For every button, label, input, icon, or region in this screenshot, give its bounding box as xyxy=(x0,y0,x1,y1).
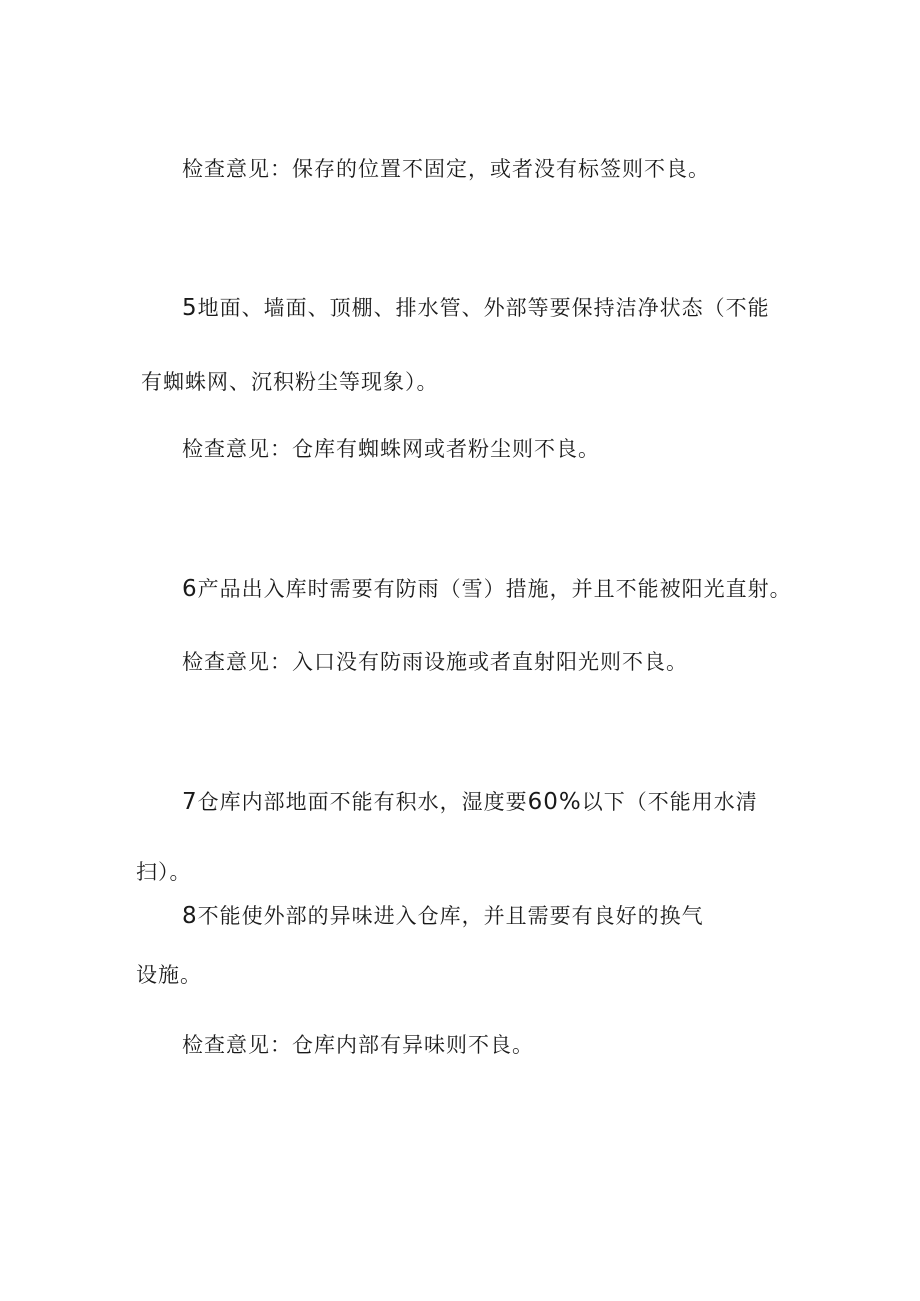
item-8-number: 8 xyxy=(182,903,198,929)
item-6-number: 6 xyxy=(182,576,198,602)
item-7-humidity-value: 60% xyxy=(527,789,582,815)
item-7-line-1 xyxy=(182,788,758,816)
check-opinion-storage: 检查意见：保存的位置不固定，或者没有标签则不良。 xyxy=(182,157,710,181)
item-8-line-2: 设施。 xyxy=(136,963,202,987)
item-5-number: 5 xyxy=(182,295,198,321)
item-7-text-b: 以下（不能用水清 xyxy=(581,790,758,814)
item-7-line-2: 扫）。 xyxy=(136,860,192,884)
check-opinion-cobweb: 检查意见：仓库有蜘蛛网或者粉尘则不良。 xyxy=(182,437,600,461)
item-5-text: 地面、墙面、顶棚、排水管、外部等要保持洁净状态（不能 xyxy=(197,296,770,320)
item-7-number: 7 xyxy=(182,789,198,815)
item-8-text: 不能使外部的异味进入仓库，并且需要有良好的换气 xyxy=(197,904,704,928)
check-opinion-rain: 检查意见：入口没有防雨设施或者直射阳光则不良。 xyxy=(182,650,688,674)
check-opinion-odor: 检查意见：仓库内部有异味则不良。 xyxy=(182,1033,534,1057)
item-6-line-1 xyxy=(182,575,792,603)
item-6-text: 产品出入库时需要有防雨（雪）措施，并且不能被阳光直射。 xyxy=(197,577,792,601)
item-5-line-1 xyxy=(182,294,770,322)
item-7-text-a: 仓库内部地面不能有积水，湿度要 xyxy=(197,790,528,814)
item-5-line-2: 有蜘蛛网、沉积粉尘等现象）。 xyxy=(141,370,439,394)
item-8-line-1 xyxy=(182,902,704,930)
